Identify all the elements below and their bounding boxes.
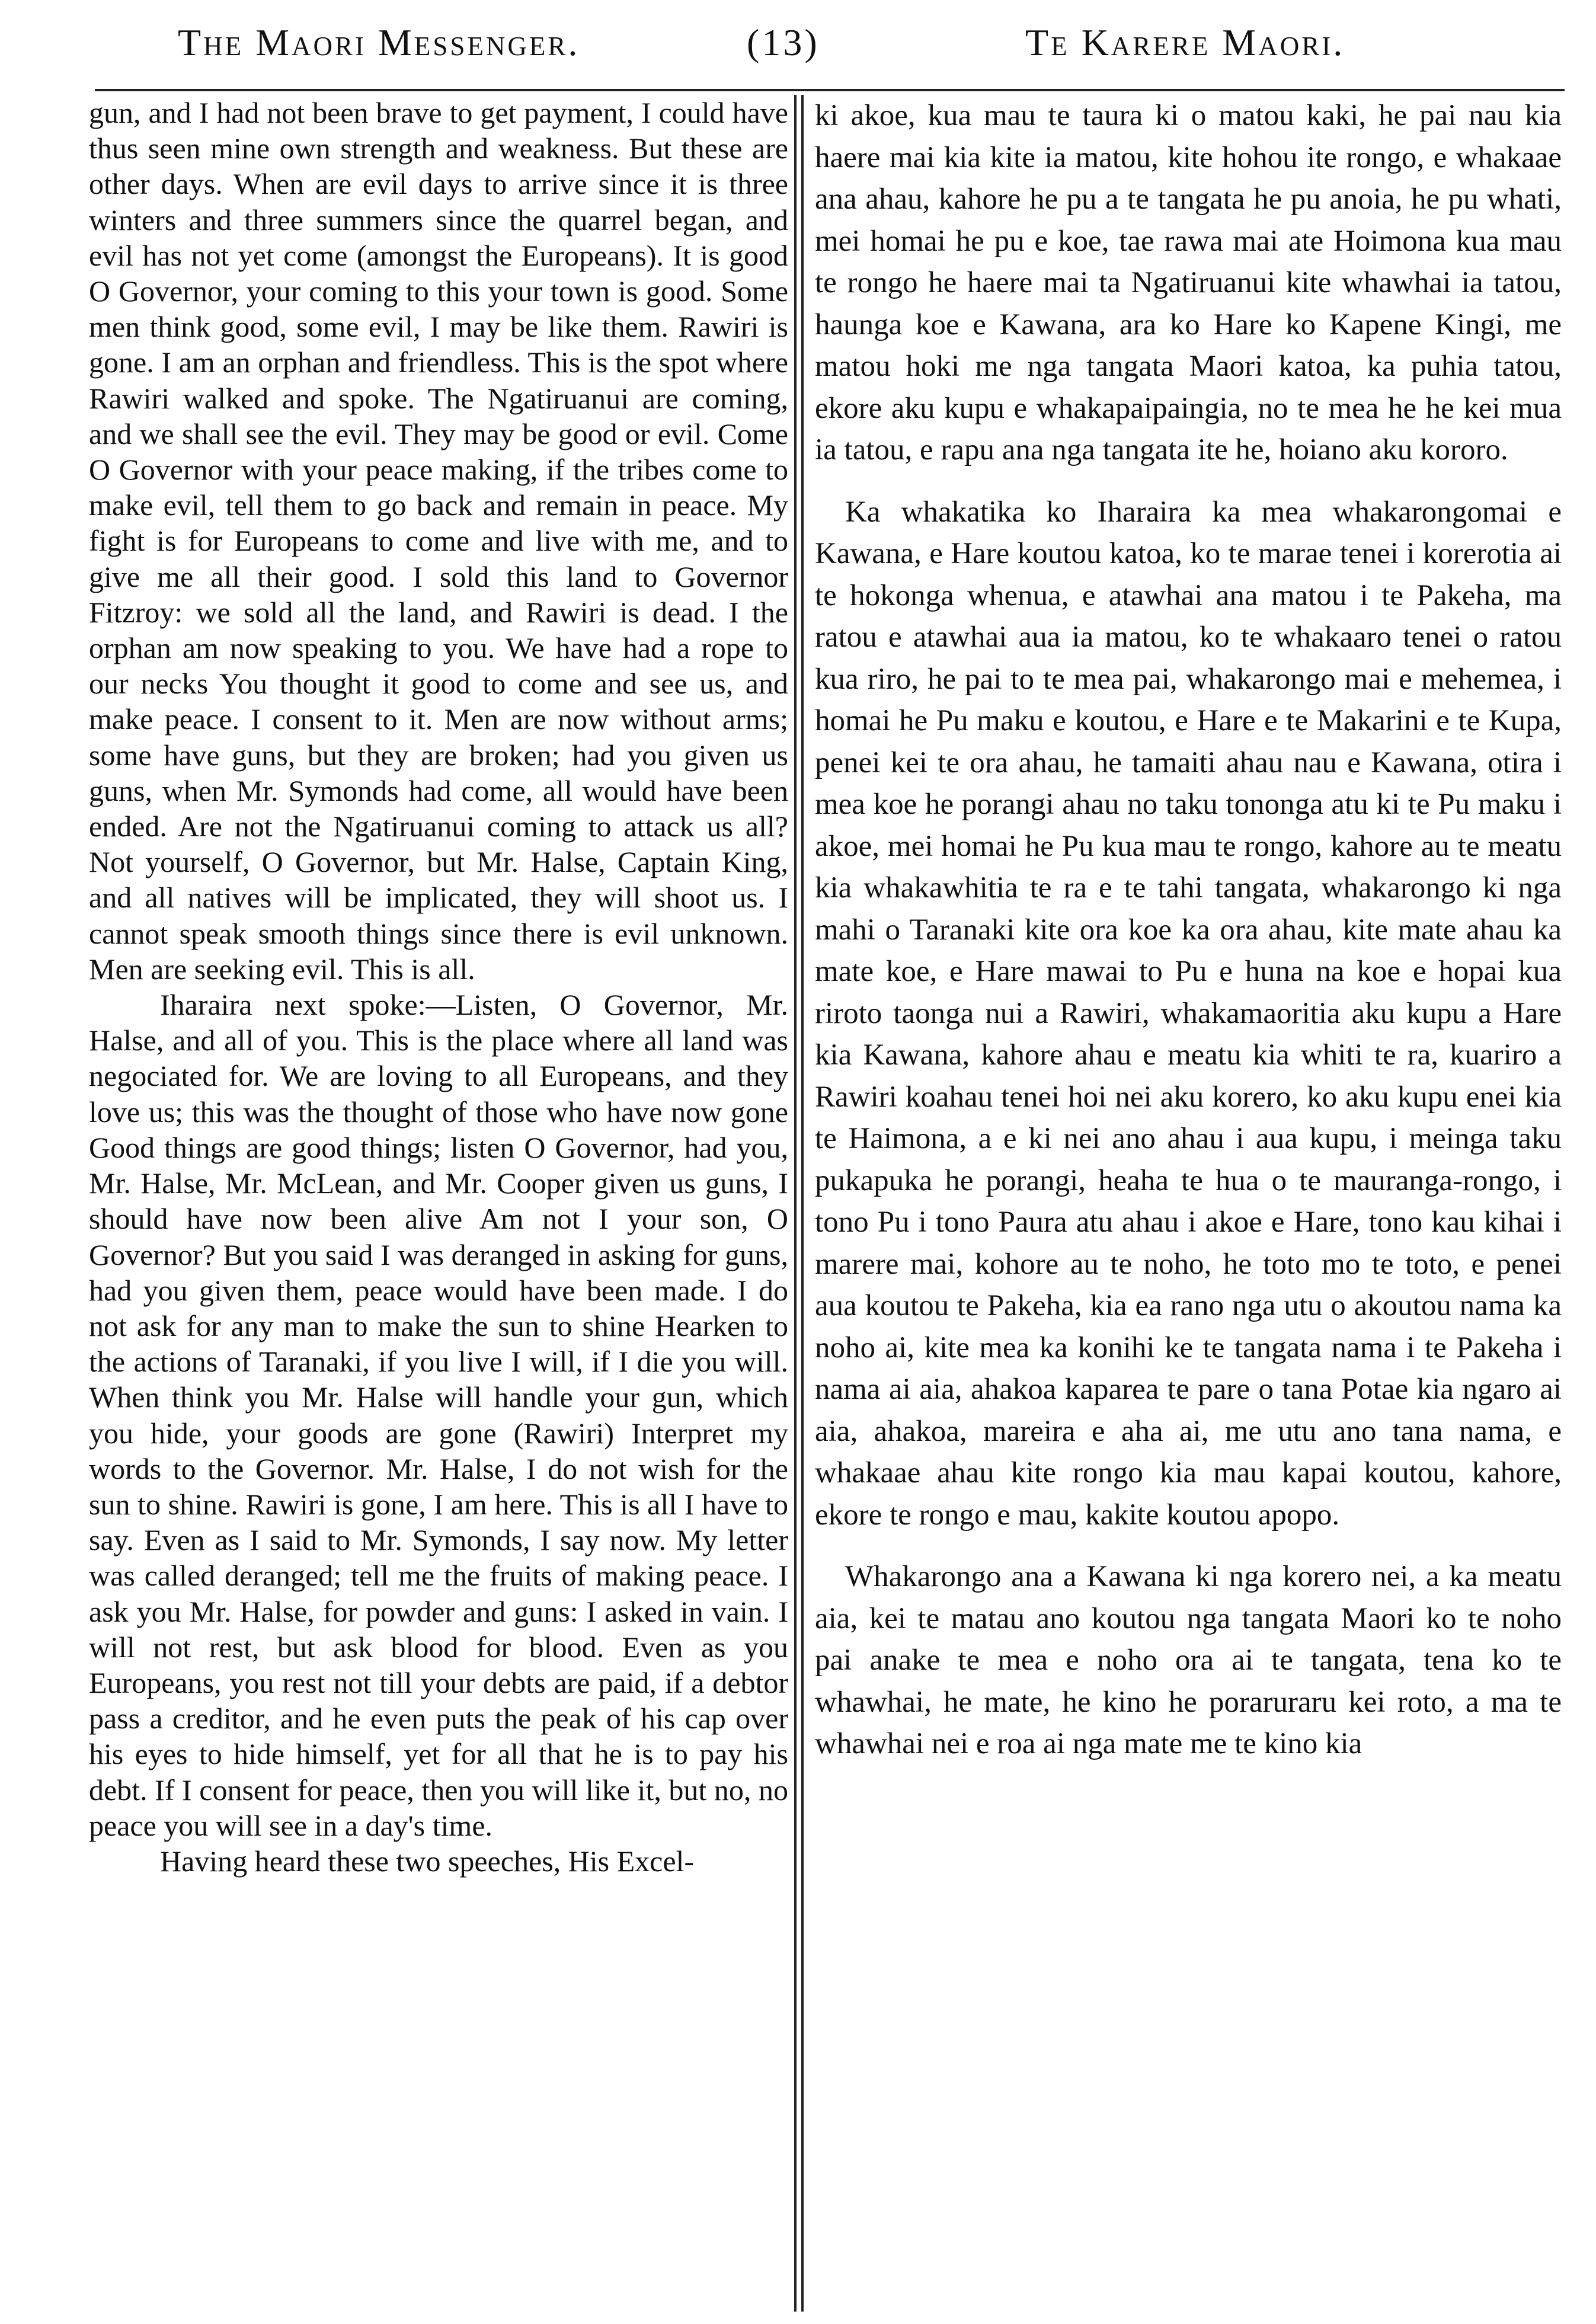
- english-paragraph-2: Iharaira next spoke:—Listen, O Governor, Mr. Halse, and all of you. This is the place where all land was negociated for. We are loving to all Europeans, and they love us; this was the thought of those who have now gone Good things are good things; listen O Governor, had you, Mr. Halse, Mr. McLean, and Mr. Cooper given us guns, I should have now been alive Am not I your son, O Governor? But you said I was deranged in asking for guns, had you given them, peace would have been made. I do not ask for any man to make the sun to shine Hearken to the actions of Taranaki, if you live I will, if I die you will. When think you Mr. Halse will handle your gun, which you hide, your goods are gone (Rawiri) Interpret my words to the Governor. Mr. Halse, I do not wish for the sun to shine. Rawiri is gone, I am here. This is all I have to say. Even as I said to Mr. Symonds, I say now. My letter was called deranged; tell me the fruits of making peace. I ask you Mr. Halse, for powder and guns: I asked in vain. I will not rest, but ask blood for blood. Even as you Europeans, you rest not till your debts are paid, if a debtor pass a creditor, and he even puts the peak of his cap over his eyes to hide himself, yet for all that he is to pay his debt. If I consent for peace, then you will like it, but no, no peace you will see in a day's time.: [89, 988, 788, 1842]
- column-divider-left: [794, 95, 797, 2312]
- page-header: [0, 0, 1596, 101]
- english-column: [89, 95, 788, 2312]
- maori-column: [815, 95, 1562, 2312]
- english-title: The Maori Messenger.: [178, 21, 580, 63]
- column-divider-right: [801, 95, 804, 2312]
- maori-paragraph-1: ki akoe, kua mau te taura ki o matou kaki, he pai nau kia haere mai kia kite ia matou, kite hohou ite rongo, e whakaae ana ahau, kahore he pu a te tangata he pu anoia, he pu whati, mei homai he pu e koe, tae rawa mai ate Hoimona kua mau te rongo he haere mai ta Ngatiruanui kite whawhai ia tatou, haunga koe e Kawana, ara ko Hare ko Kapene Kingi, me matou hoki me nga tangata Maori katoa, ka puhia tatou, ekore aku kupu e whakapaipaingia, no te mea he he kei mua ia tatou, e rapu ana nga tangata ite he, hoiano aku kororo.: [815, 99, 1562, 466]
- english-paragraph-3: Having heard these two speeches, His Excel-: [160, 1844, 695, 1878]
- maori-paragraph-2: Ka whakatika ko Iharaira ka mea whakarongomai e Kawana, e Hare koutou katoa, ko te marae tenei i korerotia ai te hokonga whenua, e atawhai ana matou i te Pakeha, ma ratou e atawhai aua ia matou, ko te whakaaro tenei o ratou kua riro, he pai to te mea pai, whakarongo mai e mehemea, i homai he Pu maku e koutou, e Hare e te Makarini e te Kupa, penei kei te ora ahau, he tamaiti ahau nau e Kawana, otira i mea koe he porangi ahau no taku tononga atu ki te Pu maku i akoe, mei homai he Pu kua mau te rongo, kahore au te meatu kia whakawhitia te ra e te tahi tangata, whakarongo ki nga mahi o Taranaki kite ora koe ka ora ahau, kite mate ahau ka mate koe, e Hare mawai to Pu e huna na koe e hopai kua riroto taonga nui a Rawiri, whakamaoritia aku kupu a Hare kia Kawana, kahore ahau e meatu kia whiti te ra, kuariro a Rawiri koahau tenei hoi nei aku korero, ko aku kupu enei kia te Haimona, a e ki nei ano ahau i aua kupu, i meinga taku pukapuka he porangi, heaha te hua o te mauranga-rongo, i tono Pu i tono Paura atu ahau i akoe e Hare, tono kau kihai i marere mai, kohore au te noho, he toto mo te toto, e penei aua koutou te Pakeha, kia ea rano nga utu o akoutou nama ka noho ai, kite mea ka konihi ke te tangata nama i te Pakeha i nama ai aia, ahakoa kaparea te pare o tana Potae kia ngaro ai aia, ahakoa, mareira e aha ai, me utu ano tana nama, e whakaae ahau kite rongo kia mau kapai koutou, kahore, ekore te rongo e mau, kakite koutou apopo.: [815, 495, 1562, 1532]
- header-rule: [95, 89, 1565, 91]
- english-paragraph-1: gun, and I had not been brave to get payment, I could have thus seen mine own strength and weakness. But these are other days. When are evil days to arrive since it is three winters and three summers since the quarrel began, and evil has not yet come (amongst the Europeans). It is good O Governor, your coming to this your town is good. Some men think good, some evil, I may be like them. Rawiri is gone. I am an orphan and friendless. This is the spot where Rawiri walked and spoke. The Ngatiruanui are coming, and we shall see the evil. They may be good or evil. Come O Governor with your peace making, if the tribes come to make evil, tell them to go back and remain in peace. My fight is for Europeans to come and live with me, and to give me all their good. I sold this land to Governor Fitzroy: we sold all the land, and Rawiri is dead. I the orphan am now speaking to you. We have had a rope to our necks You thought it good to come and see us, and make peace. I consent to it. Men are now without arms; some have guns, but they are broken; had you given us guns, when Mr. Symonds had come, all would have been ended. Are not the Ngatiruanui coming to attack us all? Not yourself, O Governor, but Mr. Halse, Captain King, and all natives will be implicated, they will shoot us. I cannot speak smooth things since there is evil unknown. Men are seeking evil. This is all.: [89, 96, 788, 986]
- maori-paragraph-3: Whakarongo ana a Kawana ki nga korero nei, a ka meatu aia, kei te matau ano koutou nga tangata Maori ko te noho pai anake te mea e noho ora ai te tangata, tena ko te whawhai, he mate, he kino he poraruraru kei roto, a ma te whawhai nei e roa ai nga mate me te kino kia: [815, 1560, 1562, 1760]
- maori-title: Te Karere Maori.: [1025, 21, 1345, 63]
- page-number: (13): [747, 21, 820, 63]
